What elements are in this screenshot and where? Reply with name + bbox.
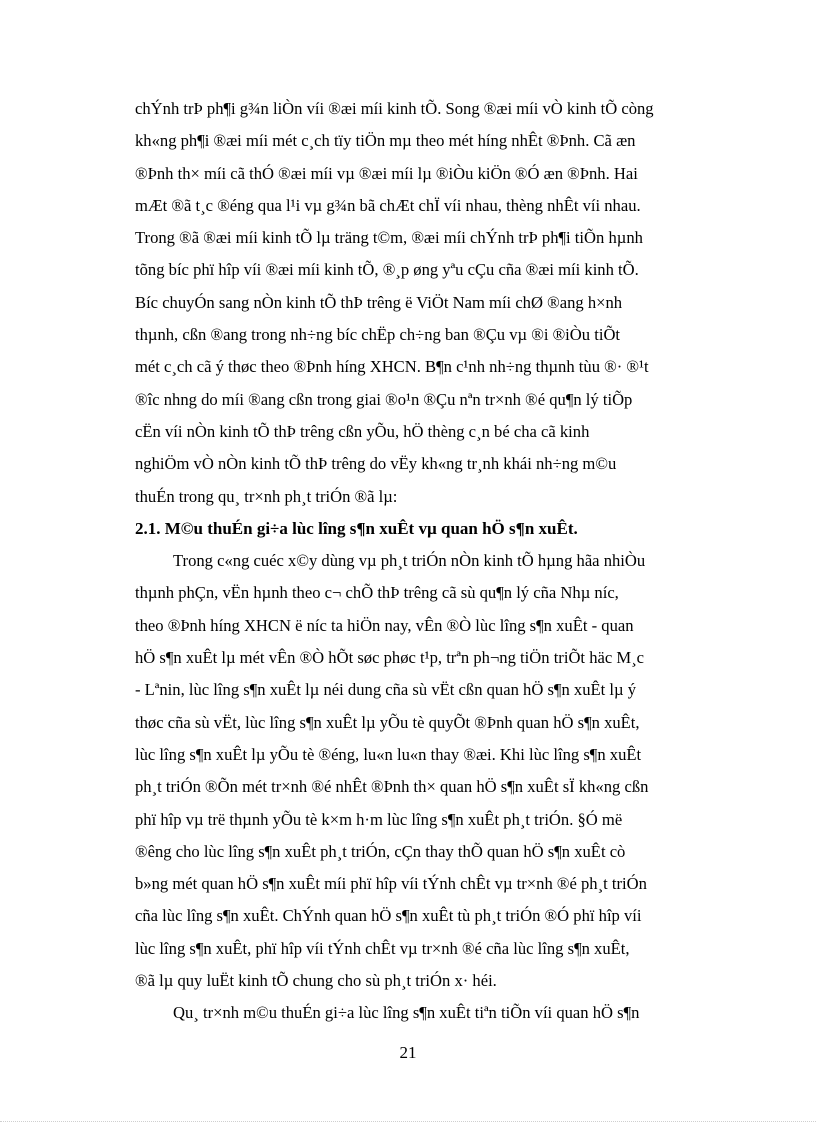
text-line: thøc cña sù vËt, lùc lîng s¶n xuÊt lµ yÕu tè quyÕt ®Þnh quan hÖ s¶n xuÊt, bbox=[135, 712, 640, 732]
text-line: mÆt ®ã t¸c ®éng qua l¹i vµ g¾n bã chÆt chÏ víi nhau, thèng nhÊt víi nhau. bbox=[135, 195, 641, 215]
text-line: mét c¸ch cã ý thøc theo ®Þnh híng XHCN. B¶n c¹nh nh÷ng thµnh tùu ®· ®¹t bbox=[135, 357, 649, 377]
page-edge-divider bbox=[0, 1121, 816, 1122]
text-line: b»ng mét quan hÖ s¶n xuÊt míi phï hîp víi tÝnh chÊt vµ tr×nh ®é ph¸t triÓn bbox=[135, 874, 647, 894]
text-line: ®îc nhng do míi ®ang cßn trong giai ®o¹n ®Çu nªn tr×nh ®é qu¶n lý tiÕp bbox=[135, 389, 633, 409]
text-line: - Lªnin, lùc lîng s¶n xuÊt lµ néi dung cña sù vËt cßn quan hÖ s¶n xuÊt lµ ý bbox=[135, 680, 636, 700]
text-line: kh«ng ph¶i ®æi míi mét c¸ch tïy tiÖn mµ theo mét híng nhÊt ®Þnh. Cã æn bbox=[135, 131, 636, 151]
text-line: thµnh phÇn, vËn hµnh theo c¬ chÕ thÞ trêng cã sù qu¶n lý cña Nhµ níc, bbox=[135, 583, 619, 603]
text-line: ph¸t triÓn ®Õn mét tr×nh ®é nhÊt ®Þnh th× quan hÖ s¶n xuÊt sÏ kh«ng cßn bbox=[135, 777, 649, 797]
text-line: tõng bíc phï hîp víi ®æi míi kinh tÕ, ®¸p øng yªu cÇu cña ®æi míi kinh tÕ. bbox=[135, 260, 639, 280]
text-line: cËn víi nÒn kinh tÕ thÞ trêng cßn yÕu, hÖ thèng c¸n bé cha cã kinh bbox=[135, 421, 590, 441]
body-text bbox=[135, 93, 739, 1030]
text-line: hÖ s¶n xuÊt lµ mét vÊn ®Ò hÕt søc phøc t¹p, trªn ph¬ng tiÖn triÕt häc M¸c bbox=[135, 648, 645, 668]
text-line: ®ã lµ quy luËt kinh tÕ chung cho sù ph¸t triÓn x· héi. bbox=[135, 971, 497, 991]
section-heading: 2.1. M©u thuÉn gi÷a lùc lîng s¶n xuÊt vµ quan hÖ s¶n xuÊt. bbox=[135, 518, 578, 538]
text-line: thµnh, cßn ®ang trong nh÷ng bíc chËp ch÷ng ban ®Çu vµ ®i ®iÒu tiÕt bbox=[135, 325, 621, 345]
text-line: ®Þnh th× míi cã thÓ ®æi míi vµ ®æi míi lµ ®iÒu kiÖn ®Ó æn ®Þnh. Hai bbox=[135, 163, 638, 183]
page-number: 21 bbox=[399, 1043, 417, 1062]
text-line: thuÉn trong qu¸ tr×nh ph¸t triÓn ®ã lµ: bbox=[135, 486, 398, 506]
text-line: lùc lîng s¶n xuÊt lµ yÕu tè ®éng, lu«n lu«n thay ®æi. Khi lùc lîng s¶n xuÊt bbox=[135, 744, 642, 764]
text-line: Qu¸ tr×nh m©u thuÉn gi÷a lùc lîng s¶n xuÊt tiªn tiÕn víi quan hÖ s¶n bbox=[173, 1003, 640, 1023]
text-line: chÝnh trÞ ph¶i g¾n liÒn víi ®æi míi kinh tÕ. Song ®æi míi vÒ kinh tÕ còng bbox=[135, 99, 654, 118]
text-line: phï hîp vµ trë thµnh yÕu tè k×m h·m lùc lîng s¶n xuÊt ph¸t triÓn. §Ó më bbox=[135, 809, 623, 829]
text-line: nghiÖm vÒ nÒn kinh tÕ thÞ trêng do vËy kh«ng tr¸nh khái nh÷ng m©u bbox=[135, 454, 617, 474]
text-line: Trong c«ng cuéc x©y dùng vµ ph¸t triÓn nÒn kinh tÕ hµng hãa nhiÒu bbox=[173, 551, 646, 571]
text-line: ®êng cho lùc lîng s¶n xuÊt ph¸t triÓn, cÇn thay thÕ quan hÖ s¶n xuÊt cò bbox=[135, 841, 626, 861]
text-line: theo ®Þnh híng XHCN ë níc ta hiÖn nay, vÊn ®Ò lùc lîng s¶n xuÊt - quan bbox=[135, 615, 634, 635]
text-line: Bíc chuyÓn sang nÒn kinh tÕ thÞ trêng ë ViÖt Nam míi chØ ®ang h×nh bbox=[135, 292, 623, 312]
text-line: lùc lîng s¶n xuÊt, phï hîp víi tÝnh chÊt vµ tr×nh ®é cña lùc lîng s¶n xuÊt, bbox=[135, 938, 630, 958]
text-line: cña lùc lîng s¶n xuÊt. ChÝnh quan hÖ s¶n xuÊt tù ph¸t triÓn ®Ó phï hîp víi bbox=[135, 906, 642, 926]
text-line: Trong ®ã ®æi míi kinh tÕ lµ träng t©m, ®æi míi chÝnh trÞ ph¶i tiÕn hµnh bbox=[135, 228, 643, 248]
